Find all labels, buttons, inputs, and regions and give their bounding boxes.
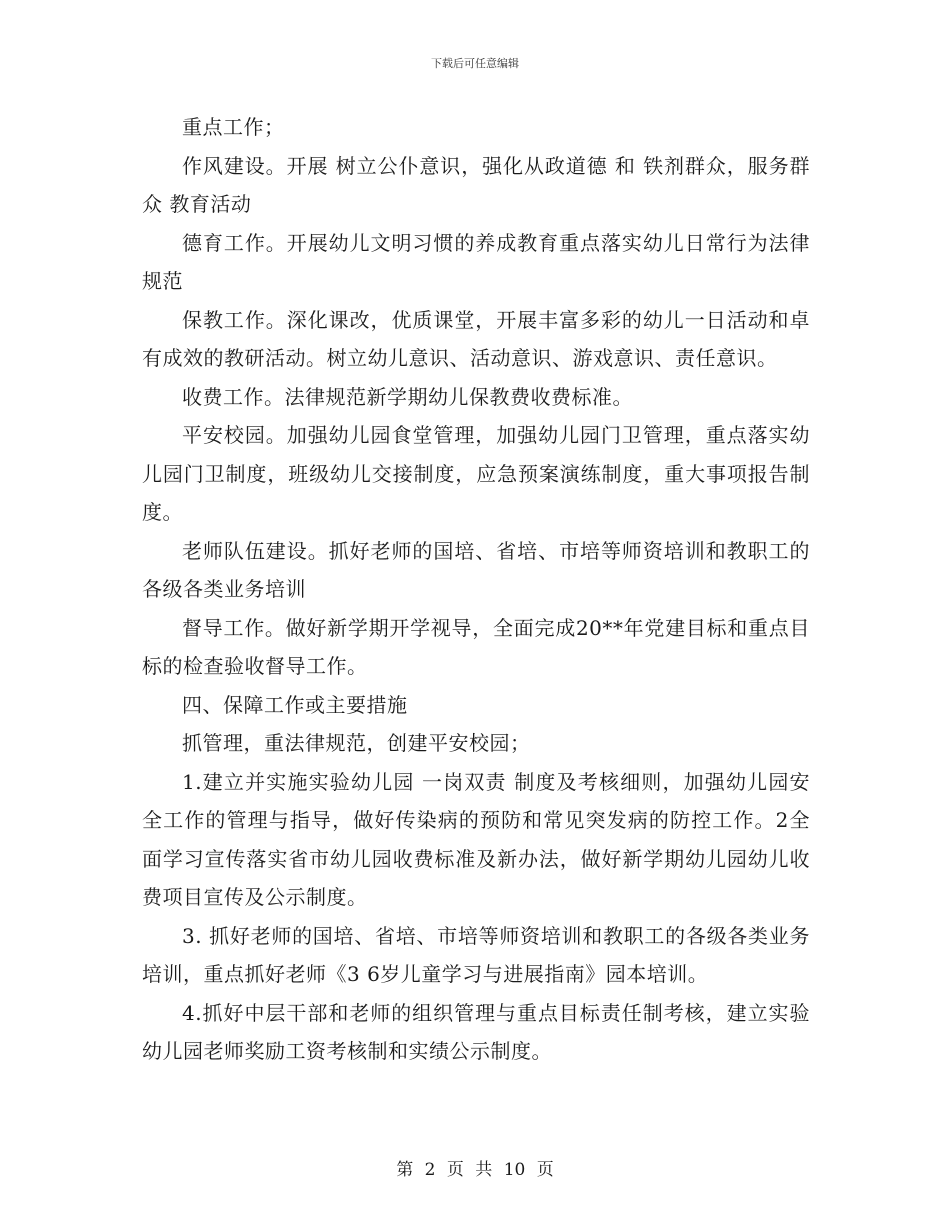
paragraph: 德育工作。开展幼儿文明习惯的养成教育重点落实幼儿日常行为法律规范 [142, 230, 810, 293]
paragraph: 收费工作。法律规范新学期幼儿保教费收费标准。 [182, 384, 633, 409]
section-heading: 四、保障工作或主要措施 [182, 692, 408, 717]
list-item: 1.建立并实施实验幼儿园 一岗双责 制度及考核细则，加强幼儿园安全工作的管理与指导，做好传染病的预防和常见突发病的防控工作。2全面学习宣传落实省市幼儿园收费标准及新办法，做好新学期幼儿园幼儿收费项目宣传及公示制度。 [142, 769, 810, 909]
paragraph: 平安校园。加强幼儿园食堂管理，加强幼儿园门卫管理，重点落实幼儿园门卫制度，班级幼儿交接制度，应急预案演练制度，重大事项报告制度。 [142, 423, 810, 524]
paragraph: 保教工作。深化课改，优质课堂，开展丰富多彩的幼儿一日活动和卓有成效的教研活动。树立幼儿意识、活动意识、游戏意识、责任意识。 [142, 307, 810, 370]
document-body [142, 108, 810, 1071]
paragraph: 督导工作。做好新学期开学视导，全面完成20**年党建目标和重点目标的检查验收督导工作。 [142, 615, 810, 678]
page-header: 下载后可任意编辑 [431, 57, 519, 70]
paragraph: 抓管理，重法律规范，创建平安校园； [182, 731, 531, 755]
page-footer: 第 2 页 共 10 页 [396, 1160, 554, 1180]
paragraph: 老师队伍建设。抓好老师的国培、省培、市培等师资培训和教职工的各级各类业务培训 [142, 538, 810, 601]
paragraph: 重点工作； [182, 115, 285, 139]
list-item: 3. 抓好老师的国培、省培、市培等师资培训和教职工的各级各类业务培训，重点抓好老师《3 6岁儿童学习与进展指南》园本培训。 [142, 923, 810, 986]
paragraph: 作风建设。开展 树立公仆意识，强化从政道德 和 铁剂群众，服务群众 教育活动 [142, 153, 810, 216]
list-item: 4.抓好中层干部和老师的组织管理与重点目标责任制考核，建立实验幼儿园老师奖励工资考核制和实绩公示制度。 [142, 1000, 810, 1063]
